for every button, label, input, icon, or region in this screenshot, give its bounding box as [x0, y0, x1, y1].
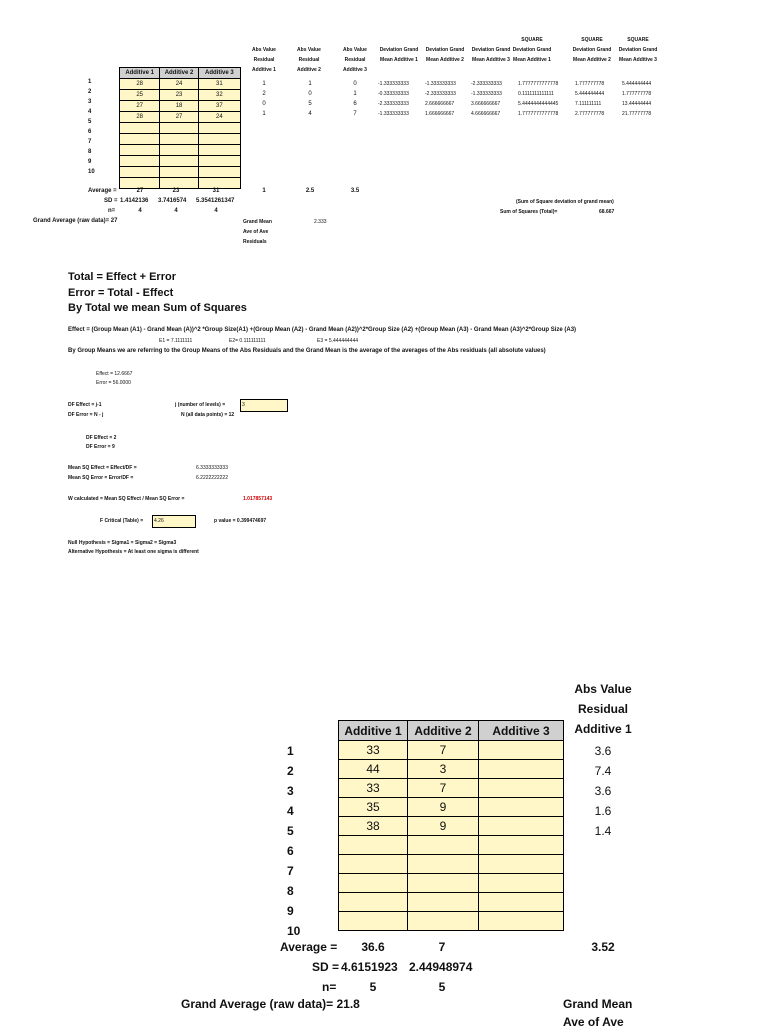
top-n-value: 4: [174, 208, 178, 214]
square-header: SQUARE Deviation Grand Mean Additive 2: [572, 37, 612, 63]
error-value: Error = 56.0000: [96, 380, 131, 386]
bottom-n-value: 5: [369, 980, 377, 994]
abs-residual-value: 1: [262, 81, 266, 87]
bottom-grand-mean-label: Ave of Ave: [563, 1015, 624, 1029]
abs-residual-value: 3.6: [594, 784, 612, 798]
top-sd-value: 1.4142136: [120, 198, 149, 204]
table-row: [339, 912, 564, 931]
data-cell[interactable]: [339, 893, 408, 912]
df-effect-value: DF Effect = 2: [86, 435, 117, 441]
bottom-average-label: Average =: [280, 940, 338, 954]
bottom-sd-label: SD =: [312, 960, 340, 974]
deviation-value: 1.666666667: [425, 111, 455, 117]
abs-residual-header: Abs Value Residual Additive 3: [343, 47, 367, 73]
mean-sq-error-label: Mean SQ Error = Error/DF =: [68, 475, 134, 481]
deviation-value: -2.333333333: [425, 91, 456, 97]
grand-mean-label: Ave of Ave: [243, 229, 269, 235]
table-row: [339, 855, 564, 874]
data-cell[interactable]: [120, 167, 160, 178]
square-header: SQUARE Deviation Grand Mean Additive 1: [512, 37, 552, 63]
data-cell[interactable]: [160, 156, 198, 167]
top-grand-average: Grand Average (raw data)= 27: [33, 218, 118, 224]
table-row: [339, 741, 564, 760]
top-n-value: 4: [214, 208, 218, 214]
row-number: 3: [287, 784, 294, 798]
row-number: 10: [88, 169, 95, 175]
row-number: 4: [88, 109, 92, 115]
row-number: 5: [287, 824, 294, 838]
bottom-abs-header: Residual: [577, 702, 628, 716]
table-row: [120, 90, 241, 101]
table-row: [120, 101, 241, 112]
group-means-note: By Group Means we are referring to the Group Means of the Abs Residuals and the Grand Mean is the average of the averages of the Abs residuals (all absolute values): [68, 348, 546, 354]
data-cell[interactable]: [339, 912, 408, 931]
square-value: 1.777777778: [575, 81, 605, 87]
sum-of-squares-note: (Sum of Square deviation of grand mean): [516, 199, 614, 205]
data-cell[interactable]: [408, 874, 479, 893]
data-cell[interactable]: [408, 893, 479, 912]
row-number: 5: [88, 119, 92, 125]
data-cell[interactable]: [339, 855, 408, 874]
deviation-header: Deviation Grand Mean Additive 1: [379, 47, 419, 63]
data-cell[interactable]: [479, 912, 564, 931]
top-sd-value: 3.7416574: [158, 198, 187, 204]
abs-residual-average: 2.5: [305, 188, 315, 194]
grand-mean-label: Grand Mean: [243, 219, 272, 225]
abs-residual-value: 4: [308, 111, 312, 117]
top-average-value: 23: [172, 188, 180, 194]
data-cell[interactable]: 28: [120, 79, 160, 90]
data-cell[interactable]: 3: [408, 760, 479, 779]
abs-residual-value: 1: [353, 91, 357, 97]
deviation-value: 2.666666667: [425, 101, 455, 107]
data-cell[interactable]: 44: [339, 760, 408, 779]
table-row: [120, 167, 241, 178]
bottom-abs-header: Additive 1: [574, 722, 632, 736]
data-cell[interactable]: [198, 156, 240, 167]
data-cell[interactable]: [160, 145, 198, 156]
data-cell[interactable]: [160, 123, 198, 134]
j-label: j (number of levels) =: [175, 402, 226, 408]
top-row-numbers: [88, 79, 95, 179]
df-error-formula: DF Error = N - j: [68, 412, 104, 418]
deviation-value: -0.333333333: [378, 91, 409, 97]
abs-residual-value: 3.6: [594, 744, 612, 758]
data-cell[interactable]: [408, 836, 479, 855]
square-value: 1.777777778: [622, 91, 652, 97]
deviation-header: Deviation Grand Mean Additive 2: [425, 47, 465, 63]
data-cell[interactable]: [339, 874, 408, 893]
bottom-abs-header: Abs Value: [574, 682, 632, 696]
deviation-value: 4.666666667: [471, 111, 501, 117]
mean-sq-effect-label: Mean SQ Effect = Effect/DF =: [68, 465, 137, 471]
bottom-n-value: 5: [438, 980, 446, 994]
abs-residual-column: [296, 79, 324, 119]
column-header: Additive 1: [120, 68, 160, 79]
bottom-grand-mean-label: Grand Mean: [563, 997, 633, 1011]
data-cell[interactable]: 31: [198, 79, 240, 90]
table-row: [339, 779, 564, 798]
square-value: 1.7777777777778: [518, 111, 559, 117]
abs-residual-value: 2: [262, 91, 266, 97]
effect-formula: Effect = (Group Mean (A1) - Grand Mean (A))^2 *Group Size(A1) +(Group Mean (A2) - Grand Mean (A2))^2*Group Size (A2) +(Group Mean (A3) - Grand Mean (A3)^2*Group Size (A3): [68, 327, 577, 333]
data-cell[interactable]: [479, 760, 564, 779]
row-number: 8: [287, 884, 294, 898]
row-number: 7: [287, 864, 294, 878]
square-value: 1.7777777777778: [518, 81, 559, 87]
effect-value: Effect = 12.6667: [96, 371, 133, 377]
row-number: 1: [88, 79, 92, 85]
bottom-average-value: 7: [438, 940, 446, 954]
data-cell[interactable]: [120, 156, 160, 167]
sum-of-squares-label: Sum of Squares (Total)=: [500, 209, 558, 215]
abs-residual-value: 1: [308, 81, 312, 87]
table-row: [120, 178, 241, 189]
data-cell[interactable]: [120, 123, 160, 134]
row-number: 8: [88, 149, 92, 155]
column-header: Additive 3: [479, 721, 564, 741]
row-number: 6: [287, 844, 294, 858]
row-number: 10: [287, 924, 301, 938]
table-row: [339, 836, 564, 855]
row-number: 4: [287, 804, 294, 818]
e1-value: E1 = 7.1111111: [159, 338, 193, 344]
column-header: Additive 3: [198, 68, 240, 79]
row-number: 9: [287, 904, 294, 918]
f-critical-input[interactable]: [152, 515, 196, 528]
data-cell[interactable]: [198, 145, 240, 156]
bottom-n-label: n=: [322, 980, 337, 994]
row-number: 2: [287, 764, 294, 778]
mean-sq-error-value: 6.2222222222: [196, 475, 228, 481]
top-average-value: 27: [136, 188, 144, 194]
data-cell[interactable]: 37: [198, 101, 240, 112]
bottom-sd-value: 4.6151923: [341, 960, 398, 974]
grand-mean-label: Residuals: [243, 239, 267, 245]
data-cell[interactable]: [198, 123, 240, 134]
data-cell[interactable]: [160, 178, 198, 189]
bottom-average-value: 36.6: [361, 940, 385, 954]
data-cell[interactable]: [120, 145, 160, 156]
p-value: p value = 0.399474697: [214, 518, 267, 524]
abs-residual-value: 0: [262, 101, 266, 107]
df-effect-formula: DF Effect = j-1: [68, 402, 102, 408]
alternative-hypothesis: Alternative Hypothesis = At least one sigma is different: [68, 549, 199, 555]
abs-residual-value: 0: [308, 91, 312, 97]
data-cell[interactable]: [479, 893, 564, 912]
deviation-value: -1.333333333: [378, 81, 409, 87]
abs-residual-column: [341, 79, 369, 119]
j-input[interactable]: [240, 399, 288, 412]
data-cell[interactable]: [198, 167, 240, 178]
table-row: [339, 874, 564, 893]
table-row: [339, 798, 564, 817]
top-sd-label: SD =: [104, 198, 118, 204]
f-critical-label: F Critical (Table) =: [100, 518, 144, 524]
abs-residual-column: [250, 79, 278, 119]
data-cell[interactable]: [160, 167, 198, 178]
square-column: [518, 79, 574, 119]
square-value: 21.77777778: [622, 111, 652, 117]
top-n-label: n=: [108, 208, 116, 214]
equation-line: By Total we mean Sum of Squares: [68, 302, 247, 314]
data-cell[interactable]: [479, 779, 564, 798]
sum-of-squares-value: 68.667: [599, 209, 615, 215]
w-calculated-value: 1.017857143: [243, 496, 273, 502]
top-data-table: [119, 67, 241, 189]
mean-sq-effect-value: 6.3333333333: [196, 465, 228, 471]
bottom-grand-average: Grand Average (raw data)= 21.8: [181, 997, 360, 1011]
column-header: Additive 2: [160, 68, 198, 79]
top-average-value: 31: [212, 188, 220, 194]
table-row: [120, 134, 241, 145]
data-cell[interactable]: [479, 836, 564, 855]
abs-residual-value: 6: [353, 101, 357, 107]
data-cell[interactable]: 35: [339, 798, 408, 817]
data-cell[interactable]: [479, 817, 564, 836]
square-value: 7.111111111: [575, 101, 602, 107]
table-row: [120, 79, 241, 90]
e2-value: E2= 0.111111111: [229, 338, 266, 344]
data-cell[interactable]: [198, 178, 240, 189]
abs-residual-average: 1: [262, 188, 266, 194]
table-row: [339, 893, 564, 912]
grand-mean-value: 2.333: [314, 219, 327, 225]
square-value: 13.44444444: [622, 101, 652, 107]
data-cell[interactable]: 7: [408, 741, 479, 760]
data-cell[interactable]: [479, 855, 564, 874]
square-value: 5.444444444: [575, 91, 605, 97]
bottom-row-numbers: [287, 741, 300, 941]
top-n-value: 4: [138, 208, 142, 214]
data-cell[interactable]: [339, 836, 408, 855]
data-cell[interactable]: 24: [160, 79, 198, 90]
abs-residual-value: 7: [353, 111, 357, 117]
table-row: [120, 145, 241, 156]
bottom-abs-average: 3.52: [591, 940, 615, 954]
equation-line: Total = Effect + Error: [68, 271, 176, 283]
row-number: 3: [88, 99, 92, 105]
table-row: [339, 817, 564, 836]
abs-residual-value: 1: [262, 111, 266, 117]
data-cell[interactable]: 25: [120, 90, 160, 101]
square-value: 0.1111111111111: [518, 91, 554, 97]
f-critical-input-value: 4.26: [154, 518, 164, 524]
deviation-value: -2.333333333: [378, 101, 409, 107]
bottom-abs-column: [578, 741, 628, 841]
table-row: [120, 156, 241, 167]
data-cell[interactable]: 9: [408, 817, 479, 836]
deviation-value: 3.666666667: [471, 101, 501, 107]
data-cell[interactable]: [160, 134, 198, 145]
square-column: [622, 79, 666, 119]
data-cell[interactable]: 27: [160, 112, 198, 123]
column-header: Additive 2: [408, 721, 479, 741]
top-sd-value: 5.3541261347: [196, 198, 235, 204]
row-number: 2: [88, 89, 92, 95]
data-cell[interactable]: 28: [120, 112, 160, 123]
row-number: 7: [88, 139, 92, 145]
square-value: 5.4444444444445: [518, 101, 559, 107]
df-error-value: DF Error = 9: [86, 444, 115, 450]
data-cell[interactable]: [408, 855, 479, 874]
w-calculated-label: W calculated = Mean SQ Effect / Mean SQ Error =: [68, 496, 185, 502]
null-hypothesis: Null Hypothesis = Sigma1 = Sigma2 = Sigma3: [68, 540, 177, 546]
data-cell[interactable]: 7: [408, 779, 479, 798]
table-row: [120, 123, 241, 134]
deviation-column: [425, 79, 471, 119]
abs-residual-average: 3.5: [350, 188, 360, 194]
deviation-column: [471, 79, 517, 119]
j-input-value: 3: [242, 402, 245, 408]
deviation-header: Deviation Grand Mean Additive 3: [471, 47, 511, 63]
square-value: 2.777777778: [575, 111, 605, 117]
table-row: [339, 760, 564, 779]
equation-line: Error = Total - Effect: [68, 287, 174, 299]
deviation-value: -1.333333333: [378, 111, 409, 117]
data-cell[interactable]: [120, 134, 160, 145]
bottom-data-table: [338, 720, 564, 931]
data-cell[interactable]: [408, 912, 479, 931]
n-all-label: N (all data points) = 12: [181, 412, 235, 418]
abs-residual-value: 5: [308, 101, 312, 107]
bottom-sd-value: 2.44948974: [409, 960, 473, 974]
data-cell[interactable]: 24: [198, 112, 240, 123]
abs-residual-value: 1.6: [594, 804, 612, 818]
data-cell[interactable]: [120, 178, 160, 189]
data-cell[interactable]: [479, 874, 564, 893]
data-cell[interactable]: [479, 741, 564, 760]
abs-residual-value: 0: [353, 81, 357, 87]
row-number: 6: [88, 129, 92, 135]
abs-residual-header: Abs Value Residual Additive 2: [297, 47, 321, 73]
square-header: SQUARE Deviation Grand Mean Additive 3: [618, 37, 658, 63]
abs-residual-value: 7.4: [594, 764, 612, 778]
data-cell[interactable]: 38: [339, 817, 408, 836]
deviation-value: -1.333333333: [471, 91, 502, 97]
row-number: 1: [287, 744, 294, 758]
data-cell[interactable]: 27: [120, 101, 160, 112]
row-number: 9: [88, 159, 92, 165]
abs-residual-value: 1.4: [594, 824, 612, 838]
top-average-label: Average =: [88, 188, 117, 194]
abs-residual-header: Abs Value Residual Additive 1: [252, 47, 276, 73]
table-row: [120, 112, 241, 123]
data-cell[interactable]: 32: [198, 90, 240, 101]
data-cell[interactable]: 9: [408, 798, 479, 817]
square-value: 5.444444444: [622, 81, 652, 87]
data-cell[interactable]: [198, 134, 240, 145]
data-cell[interactable]: 23: [160, 90, 198, 101]
e3-value: E3 = 5.444444444: [317, 338, 359, 344]
data-cell[interactable]: 33: [339, 741, 408, 760]
data-cell[interactable]: [479, 798, 564, 817]
square-column: [575, 79, 619, 119]
data-cell[interactable]: 18: [160, 101, 198, 112]
deviation-value: -1.333333333: [425, 81, 456, 87]
deviation-column: [378, 79, 424, 119]
column-header: Additive 1: [339, 721, 408, 741]
deviation-value: -2.333333333: [471, 81, 502, 87]
data-cell[interactable]: 33: [339, 779, 408, 798]
